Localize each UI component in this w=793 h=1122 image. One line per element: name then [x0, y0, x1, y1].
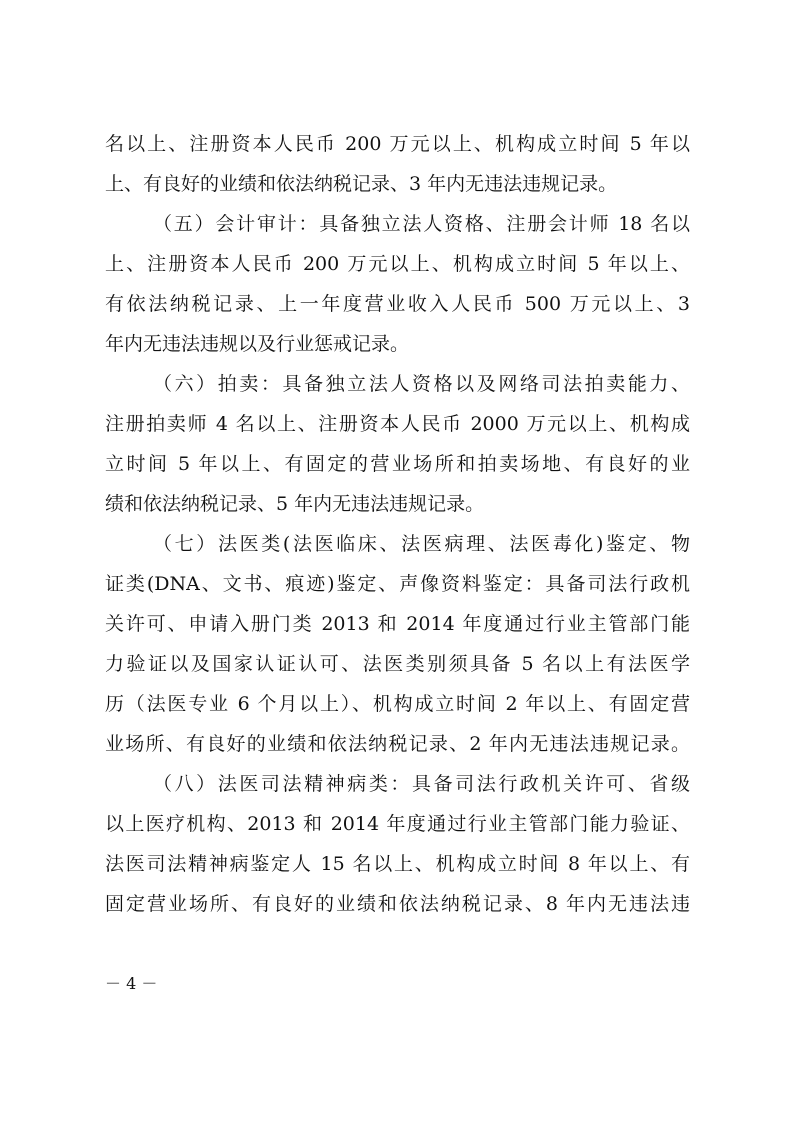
text-line: （七）法医类(法医临床、法医病理、法医毒化)鉴定、物 — [153, 533, 690, 555]
text-line: 立时间 5 年以上、有固定的营业场所和拍卖场地、有良好的业 — [105, 453, 690, 475]
text-line: 上、注册资本人民币 200 万元以上、机构成立时间 5 年以上、 — [105, 253, 690, 275]
text-line: 绩和依法纳税记录、5 年内无违法违规记录。 — [105, 493, 485, 515]
page-number: － 4 － — [105, 974, 158, 993]
text-line: （八）法医司法精神病类：具备司法行政机关许可、省级 — [153, 773, 690, 795]
text-line: 上、有良好的业绩和依法纳税记录、3 年内无违法违规记录。 — [105, 173, 618, 195]
text-line: 名以上、注册资本人民币 200 万元以上、机构成立时间 5 年以 — [105, 133, 690, 155]
text-line: 力验证以及国家认证认可、法医类别须具备 5 名以上有法医学 — [105, 653, 690, 675]
text-line: 有依法纳税记录、上一年度营业收入人民币 500 万元以上、3 — [105, 293, 690, 315]
text-line: 业场所、有良好的业绩和依法纳税记录、2 年内无违法违规记录。 — [105, 733, 690, 755]
text-line: 关许可、申请入册门类 2013 和 2014 年度通过行业主管部门能 — [105, 613, 690, 635]
text-line: 注册拍卖师 4 名以上、注册资本人民币 2000 万元以上、机构成 — [105, 413, 690, 435]
text-line: 法医司法精神病鉴定人 15 名以上、机构成立时间 8 年以上、有 — [105, 853, 690, 875]
text-line: 以上医疗机构、2013 和 2014 年度通过行业主管部门能力验证、 — [105, 813, 690, 835]
text-line: 固定营业场所、有良好的业绩和依法纳税记录、8 年内无违法违 — [105, 893, 690, 915]
text-line: 证类(DNA、文书、痕迹)鉴定、声像资料鉴定：具备司法行政机 — [105, 573, 690, 595]
text-line: （五）会计审计：具备独立法人资格、注册会计师 18 名以 — [153, 213, 690, 235]
text-line: 年内无违法违规以及行业惩戒记录。 — [105, 333, 410, 355]
text-line: 历（法医专业 6 个月以上）、机构成立时间 2 年以上、有固定营 — [105, 693, 690, 715]
body-text — [105, 124, 690, 924]
text-line: （六）拍卖：具备独立法人资格以及网络司法拍卖能力、 — [153, 373, 690, 395]
